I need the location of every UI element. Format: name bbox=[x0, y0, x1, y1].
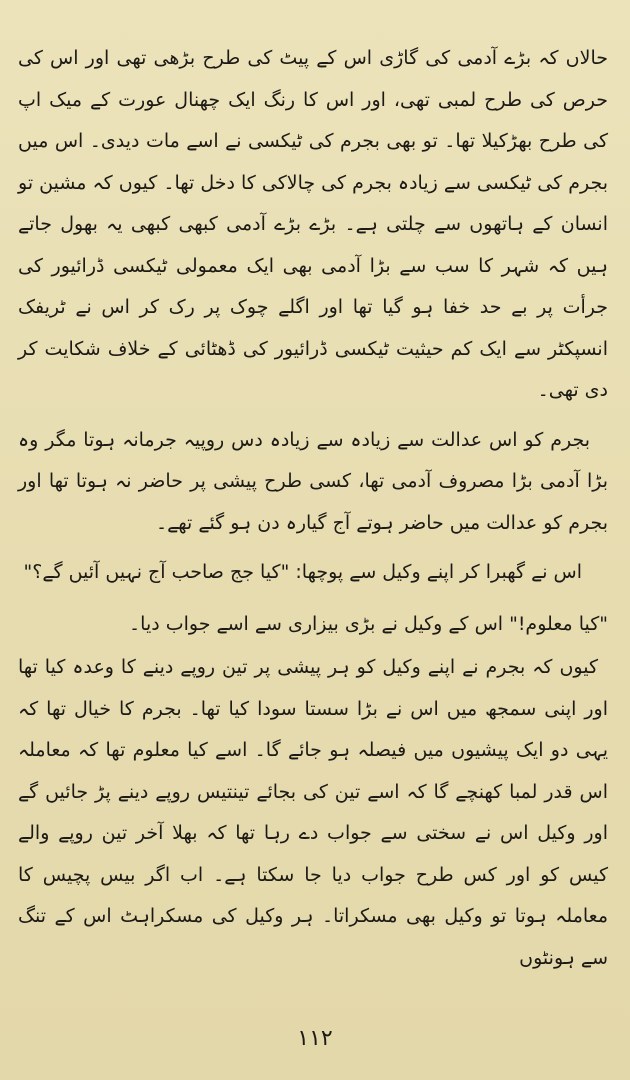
paragraph-4: "کیا معلوم!" اس کے وکیل نے بڑی بیزاری سے اسے جواب دیا۔ bbox=[129, 612, 608, 635]
paragraph-2: بجرم کو اس عدالت سے زیادہ سے زیادہ دس روپیہ جرمانہ ہوتا مگر وہ بڑا آدمی بڑا مصروف آدمی تھا، کسی طرح پیشی پر حاضر نہ ہوتا تھا اور بجرم کو عدالت میں حاضر ہوتے آج گیارہ دن ہو گئے تھے۔ bbox=[18, 428, 608, 534]
page-number: ۱۱۲ bbox=[297, 1026, 333, 1051]
paragraph-5: کیوں کہ بجرم نے اپنے وکیل کو ہر پیشی پر تین روپے دینے کا وعدہ کیا تھا اور اپنی سمجھ میں اس نے بڑا سستا سودا کیا تھا۔ بجرم کا خیال تھا کہ یہی دو ایک پیشیوں میں فیصلہ ہو جائے گا۔ اسے کیا معلوم تھا کہ معاملہ اس قدر لمبا کھنچے گا کہ اسے تین کی بجائے تینتیس روپے دینے پڑ جائیں گے اور وکیل اس نے سختی سے جواب دے رہا تھا کہ بھلا آخر تین روپے والے کیس کو اور کس طرح جواب دیا جا سکتا ہے۔ اب اگر بیس پچیس کا معاملہ ہوتا تو وکیل بھی مسکراتا۔ ہر وکیل کی مسکراہٹ اس کے تنگ سے ہونٹوں bbox=[18, 656, 608, 969]
body-text bbox=[18, 38, 608, 979]
paragraph-1: حالاں کہ بڑے آدمی کی گاڑی اس کے پیٹ کی طرح بڑھی تھی اور اس کی حرص کی طرح لمبی تھی، اور اس کا رنگ ایک چھنال عورت کے میک اپ کی طرح بھڑکیلا تھا۔ تو بھی بجرم کی ٹیکسی نے اسے مات دیدی۔ اس میں بجرم کی ٹیکسی سے زیادہ بجرم کی چالاکی کا دخل تھا۔ کیوں کہ مشین تو انسان کے ہاتھوں سے چلتی ہے۔ بڑے بڑے آدمی کبھی کبھی یہ بھول جاتے ہیں کہ شہر کا سب سے بڑا آدمی بھی ایک معمولی ٹیکسی ڈرائیور کی جرأت پر بے حد خفا ہو گیا تھا اور اگلے چوک پر رک کر اس نے ٹریفک انسپکٹر سے ایک کم حیثیت ٹیکسی ڈرائیور کی ڈھٹائی کے خلاف شکایت کر دی تھی۔ bbox=[18, 47, 608, 401]
paragraph-3: اس نے گھبرا کر اپنے وکیل سے پوچھا: "کیا جج صاحب آج نہیں آئیں گے؟" bbox=[23, 561, 582, 583]
